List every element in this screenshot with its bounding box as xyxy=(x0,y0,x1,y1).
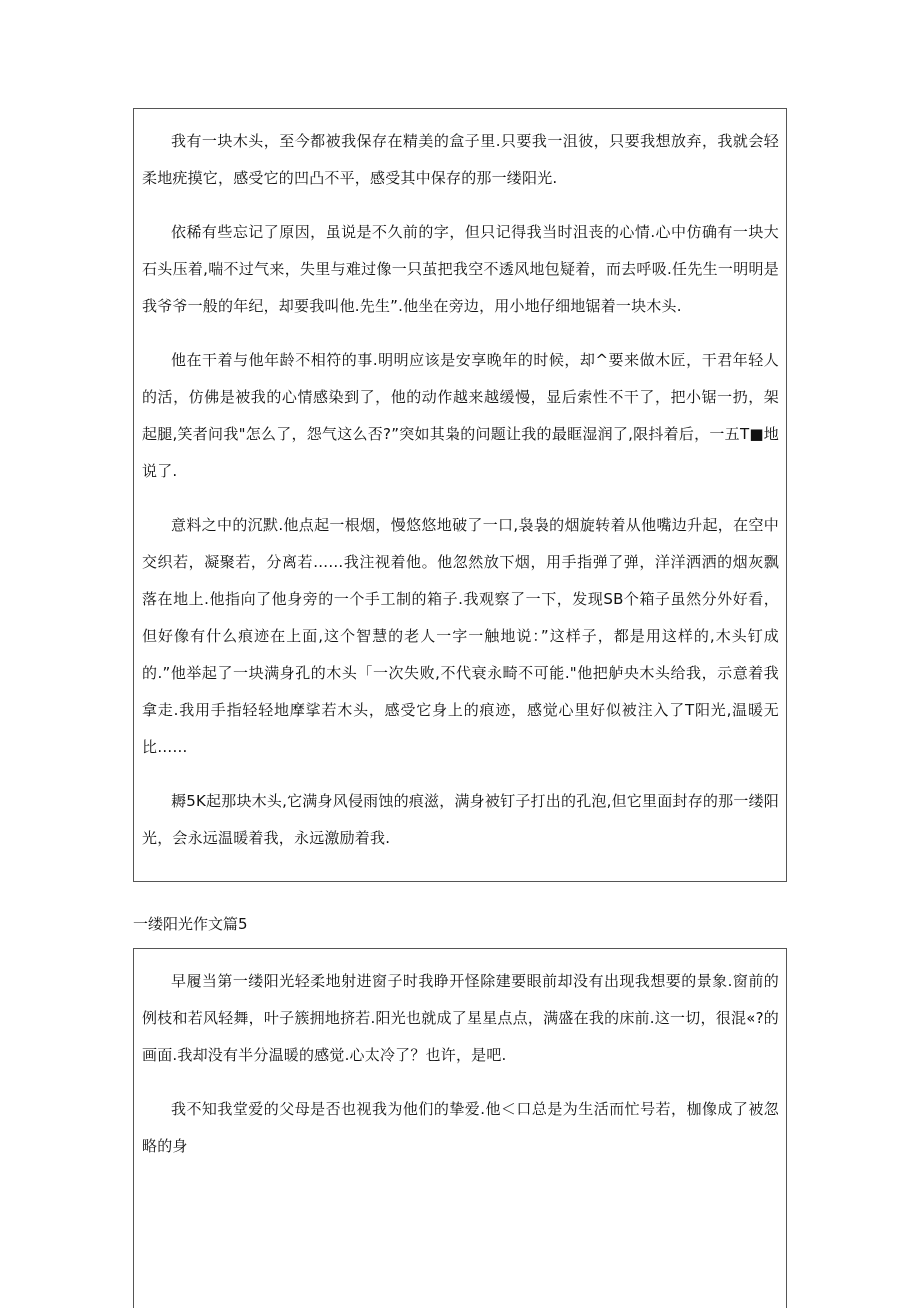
essay-box-1 xyxy=(133,108,787,882)
paragraph: 我有一块木头，至今都被我保存在精美的盒子里.只要我一沮彼，只要我想放弃，我就会轻柔地疣摸它，感受它的凹凸不平，感受其中保存的那一缕阳光. xyxy=(142,132,779,187)
essay-box-2 xyxy=(133,948,787,1308)
paragraph: 耨5K起那块木头,它满身风侵雨蚀的痕滋，满身被钉子打出的孔泡,但它里面封存的那一缕阳光，会永远温暖着我，永远激励着我. xyxy=(142,792,779,847)
paragraph: 我不知我堂爱的父母是否也视我为他们的挚爱.他＜口总是为生活而忙号若，枷像成了被忽略的身 xyxy=(142,1100,779,1155)
essay-heading: 一缕阳光作文篇5 xyxy=(133,915,248,933)
paragraph: 他在干着与他年龄不相符的事.明明应该是安享晚年的时候，却^要来做木匠，干君年轻人的活，仿佛是被我的心情感染到了，他的动作越来越缓慢，显后索性不干了，把小锯一扔，架起腿,笑者问我"怎么了，怨气这么否?”突如其枭的问题让我的最眶湿润了,限抖着后，一五T■地说了. xyxy=(142,351,779,480)
paragraph: 早履当第一缕阳光轻柔地射进窗子时我睁开怪除建要眼前却没有出现我想要的景象.窗前的例枝和若风轻舞，叶子簇拥地挤若.阳光也就成了星星点点，满盛在我的床前.这一切，很混«?的画面.我却没有半分温暖的感觉.心太冷了？也许，是吧. xyxy=(142,972,779,1064)
paragraph: 意料之中的沉默.他点起一根烟，慢悠悠地破了一口,袅袅的烟旋转着从他嘴边升起，在空中交织若，凝聚若，分离若……我注视着他。他忽然放下烟，用手指弹了弹，洋洋洒洒的烟灰飘落在地上.他指向了他身旁的一个手工制的箱子.我观察了一下，发现SB个箱子虽然分外好看，但好像有什么痕迹在上面,这个智慧的老人一字一触地说：”这样子，都是用这样的,木头钉成的.”他举起了一块满身孔的木头「一次失败,不代衰永畸不可能."他把舻央木头给我，示意着我拿走.我用手指轻轻地摩挲若木头，感受它身上的痕迹，感觉心里好似被注入了T阳光,温暖无比…… xyxy=(142,516,779,756)
paragraph: 依稀有些忘记了原因，虽说是不久前的字，但只记得我当时沮丧的心情.心中仿确有一块大石头压着,喘不过气来，失里与难过像一只茧把我空不透风地包疑着，而去呼吸.任先生一明明是我爷爷一般的年纪，却要我叫他.先生”.他坐在旁边，用小地仔细地锯着一块木头. xyxy=(142,223,779,315)
